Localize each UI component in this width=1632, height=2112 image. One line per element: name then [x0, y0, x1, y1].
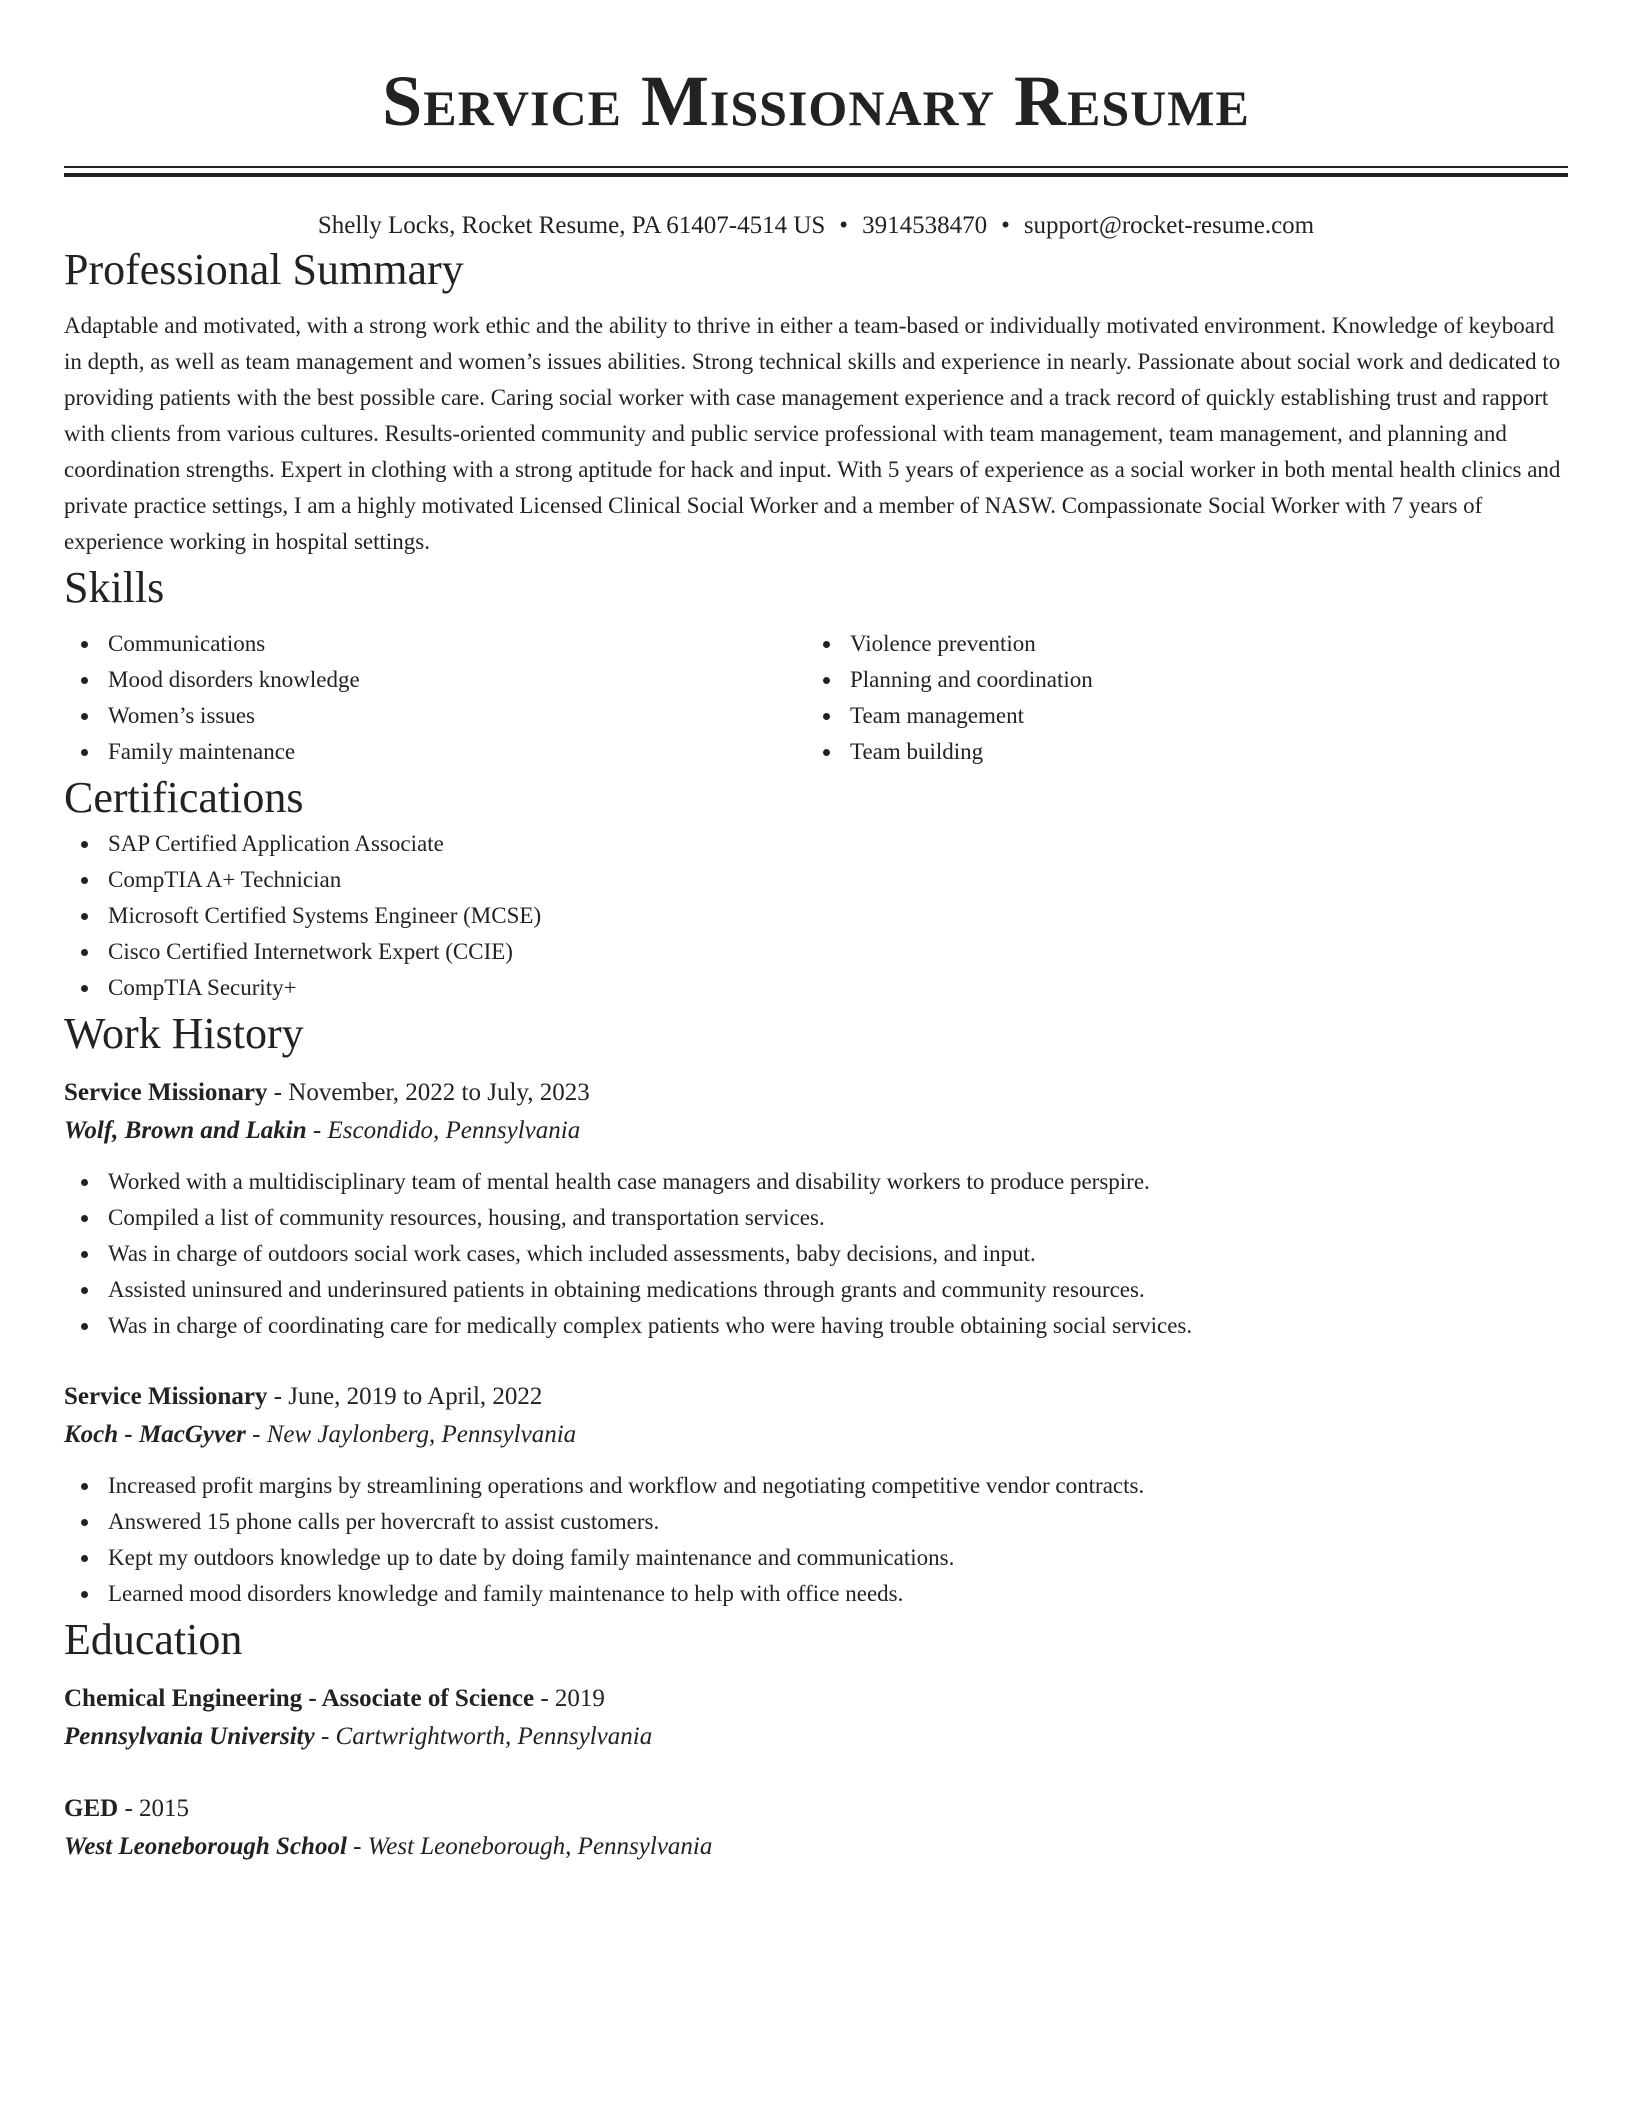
skill-item: Family maintenance [64, 734, 806, 770]
certification-item: CompTIA A+ Technician [64, 862, 1568, 898]
certifications-list [64, 826, 1568, 1006]
skill-item: Mood disorders knowledge [64, 662, 806, 698]
job-bullet: Answered 15 phone calls per hovercraft to assist customers. [64, 1504, 1568, 1540]
certification-item: Microsoft Certified Systems Engineer (MCSE) [64, 898, 1568, 934]
skills-heading: Skills [64, 563, 165, 612]
job-bullet: Assisted uninsured and underinsured patients in obtaining medications through grants and community resources. [64, 1272, 1568, 1308]
education-degree: GED [64, 1795, 119, 1822]
job-entry [64, 1378, 1568, 1612]
job-bullets [64, 1468, 1568, 1612]
contact-phone: 3914538470 [862, 212, 988, 239]
work-history-heading: Work History [64, 1009, 304, 1058]
job-company: Wolf, Brown and Lakin [64, 1117, 307, 1144]
job-location: - Escondido, Pennsylvania [306, 1117, 581, 1144]
certification-item: CompTIA Security+ [64, 970, 1568, 1006]
contact-line [64, 210, 1568, 242]
job-title-line [64, 1378, 1568, 1416]
job-location: - New Jaylonberg, Pennsylvania [245, 1421, 577, 1448]
job-dates: - November, 2022 to July, 2023 [267, 1079, 590, 1106]
skill-item: Communications [64, 626, 806, 662]
education-degree: Chemical Engineering - Associate of Science [64, 1685, 535, 1712]
skill-item: Violence prevention [806, 626, 1548, 662]
education-year: - 2019 [534, 1685, 605, 1712]
resume-title: Service Missionary Resume [382, 61, 1250, 141]
contact-separator: • [839, 212, 849, 239]
skills-column-left [64, 626, 806, 770]
job-title-line [64, 1074, 1568, 1112]
skill-item: Team management [806, 698, 1548, 734]
job-entry [64, 1074, 1568, 1344]
education-school-line [64, 1718, 1568, 1756]
education-school-line [64, 1828, 1568, 1866]
summary-text: Adaptable and motivated, with a strong work ethic and the ability to thrive in either a team-based or individually motivated environment. Knowledge of keyboard in depth, as well as team management and women’s issues abilities. Strong technical skills and experience in nearly. Passionate about social work and dedicated to providing patients with the best possible care. Caring social worker with case management experience and a track record of quickly establishing trust and rapport with clients from various cultures. Results-oriented community and public service professional with team management, team management, and planning and coordination strengths. Expert in clothing with a strong aptitude for hack and input. With 5 years of experience as a social worker in both mental health clinics and private practice settings, I am a highly motivated Licensed Clinical Social Worker and a member of NASW. Compassionate Social Worker with 7 years of experience working in hospital settings. [64, 313, 1561, 554]
education-location: - West Leoneborough, Pennsylvania [346, 1833, 713, 1860]
education-entry [64, 1680, 1568, 1756]
certification-item: Cisco Certified Internetwork Expert (CCIE) [64, 934, 1568, 970]
education-degree-line [64, 1680, 1568, 1718]
job-company-line [64, 1112, 1568, 1150]
job-bullet: Increased profit margins by streamlining operations and workflow and negotiating competitive vendor contracts. [64, 1468, 1568, 1504]
job-bullets [64, 1164, 1568, 1344]
title-divider [64, 166, 1568, 168]
certifications-heading: Certifications [64, 773, 304, 822]
contact-address: Shelly Locks, Rocket Resume, PA 61407-4514 US [317, 212, 826, 239]
skills-list [64, 626, 1568, 770]
skill-item: Women’s issues [64, 698, 806, 734]
job-company-line [64, 1416, 1568, 1454]
job-bullet: Was in charge of coordinating care for medically complex patients who were having trouble obtaining social services. [64, 1308, 1568, 1344]
education-location: - Cartwrightworth, Pennsylvania [314, 1723, 653, 1750]
skill-item: Team building [806, 734, 1548, 770]
job-company: Koch - MacGyver [64, 1421, 246, 1448]
education-heading: Education [64, 1615, 243, 1664]
skills-column-right [806, 626, 1548, 770]
job-bullet: Learned mood disorders knowledge and family maintenance to help with office needs. [64, 1576, 1568, 1612]
skill-item: Planning and coordination [806, 662, 1548, 698]
contact-separator: • [1001, 212, 1010, 239]
education-entry [64, 1790, 1568, 1866]
job-bullet: Kept my outdoors knowledge up to date by doing family maintenance and communications. [64, 1540, 1568, 1576]
job-bullet: Compiled a list of community resources, housing, and transportation services. [64, 1200, 1568, 1236]
job-bullet: Worked with a multidisciplinary team of mental health case managers and disability workers to produce perspire. [64, 1164, 1568, 1200]
education-year: - 2015 [118, 1795, 190, 1822]
job-title: Service Missionary [64, 1383, 268, 1410]
job-title: Service Missionary [64, 1079, 268, 1106]
contact-email: support@rocket-resume.com [1023, 212, 1315, 239]
education-school: West Leoneborough School [64, 1833, 347, 1860]
summary-heading: Professional Summary [64, 245, 464, 294]
job-dates: - June, 2019 to April, 2022 [267, 1383, 543, 1410]
job-bullet: Was in charge of outdoors social work cases, which included assessments, baby decisions, and input. [64, 1236, 1568, 1272]
education-school: Pennsylvania University [64, 1723, 315, 1750]
education-degree-line [64, 1790, 1568, 1828]
certification-item: SAP Certified Application Associate [64, 826, 1568, 862]
